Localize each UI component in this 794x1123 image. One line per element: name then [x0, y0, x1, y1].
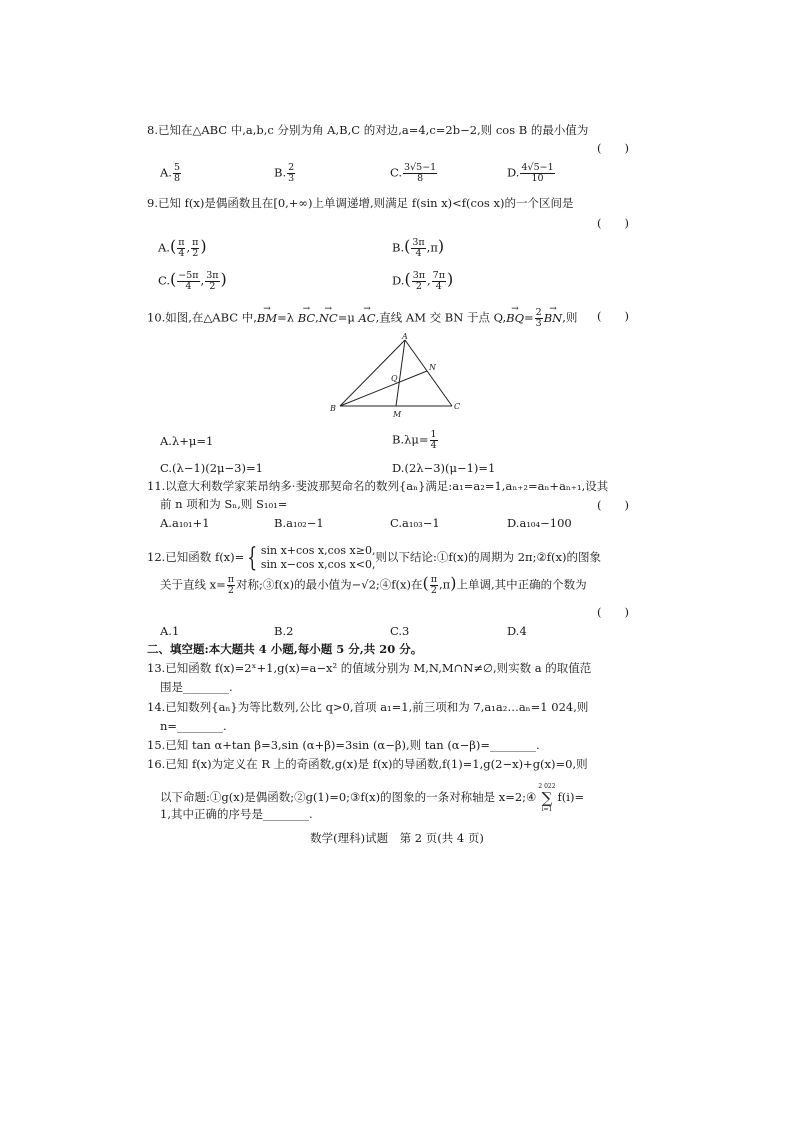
q16-line3[interactable]: 1,其中正确的序号是________.	[160, 807, 313, 821]
q9-stem: 9.已知 f(x)是偶函数且在[0,+∞)上单调递增,则满足 f(sin x)<f(cos x)的一个区间是	[147, 196, 574, 210]
page-footer: 数学(理科)试题 第 2 页(共 4 页)	[310, 831, 484, 845]
q10-option-c[interactable]: C.(λ−1)(2μ−3)=1	[160, 461, 263, 475]
segment-am	[396, 340, 405, 406]
label-n: N	[429, 363, 436, 372]
q13-line1: 13.已知函数 f(x)=2ˣ+1,g(x)=a−x² 的值域分别为 M,N,M∩N≠∅,则实数 a 的取值范	[147, 661, 592, 675]
triangle-figure	[325, 332, 485, 422]
label-q: Q	[391, 374, 398, 383]
q11-option-d[interactable]: D.a₁₀₄−100	[507, 516, 572, 530]
q10-option-d[interactable]: D.(2λ−3)(μ−1)=1	[392, 461, 496, 475]
summation-symbol: 2 022 ∑ i=1	[538, 783, 556, 813]
label-a: A	[402, 332, 408, 341]
q9-option-d[interactable]: D.( $\frac{3\pi}{2}$ , $\frac{7\pi}{4}$ )	[392, 269, 454, 292]
q12-option-b[interactable]: B.2	[274, 624, 294, 638]
q11-option-a[interactable]: A.a₁₀₁+1	[160, 516, 210, 530]
q12-line2: 关于直线 x= $\frac{\pi}{2}$ 对称;③f(x)的最小值为−√2;④f(x)在( $\frac{\pi}{2}$ ,π)上单调,其中正确的个数为	[160, 573, 587, 596]
q8-stem: 8.已知在△ABC 中,a,b,c 分别为角 A,B,C 的对边,a=4,c=2b−2,则 cos B 的最小值为	[147, 123, 589, 137]
q12-answer-paren: ( )	[597, 605, 629, 619]
label-b: B	[330, 404, 336, 413]
q8-option-a[interactable]: A. $\frac{5}{8}$	[160, 162, 181, 184]
q11-answer-paren: ( )	[597, 498, 629, 512]
q10-option-b[interactable]: B.λμ= $\frac{1}{4}$	[392, 429, 437, 451]
q11-option-c[interactable]: C.a₁₀₃−1	[390, 516, 440, 530]
q15-line[interactable]: 15.已知 tan α+tan β=3,sin (α+β)=3sin (α−β),则 tan (α−β)=________.	[147, 738, 540, 752]
q8-option-c[interactable]: C. $\frac{3√5-1}{8}$	[390, 162, 437, 184]
q10-option-a[interactable]: A.λ+μ=1	[160, 434, 214, 448]
q16-line2: 以下命题:①g(x)是偶函数;②g(1)=0;③f(x)的图象的一条对称轴是 x=2;④ 2 022 ∑ i=1 f(i)=	[160, 783, 585, 813]
q12-function-def: 12.已知函数 f(x)= { sin x+cos x,cos x≥0, sin x−cos x,cos x<0, 则以下结论:①f(x)的周期为 2π;②f(x)的图象	[147, 543, 602, 573]
q14-line1: 14.已知数列{aₙ}为等比数列,公比 q>0,首项 a₁=1,前三项和为 7,a₁a₂…aₙ=1 024,则	[147, 700, 589, 714]
q16-line1: 16.已知 f(x)为定义在 R 上的奇函数,g(x)是 f(x)的导函数,f(1)=1,g(2−x)+g(x)=0,则	[147, 757, 588, 771]
segment-bn	[340, 371, 427, 406]
q9-option-c[interactable]: C.( $\frac{-5\pi}{4}$ , $\frac{3\pi}{2}$ )	[158, 269, 227, 292]
q9-option-b[interactable]: B.( $\frac{3\pi}{4}$ ,π)	[392, 236, 445, 259]
q8-option-d[interactable]: D. $\frac{4√5-1}{10}$	[507, 162, 554, 184]
q8-option-b[interactable]: B. $\frac{2}{3}$	[274, 162, 295, 184]
q12-option-a[interactable]: A.1	[160, 624, 180, 638]
section-fill-in-heading: 二、填空题:本大题共 4 小题,每小题 5 分,共 20 分。	[147, 642, 423, 656]
q13-line2[interactable]: 围是________.	[160, 680, 233, 694]
q9-option-a[interactable]: A.( $\frac{\pi}{4}$ , $\frac{\pi}{2}$ )	[158, 236, 207, 259]
label-c: C	[454, 402, 461, 411]
q12-option-d[interactable]: D.4	[507, 624, 527, 638]
q11-option-b[interactable]: B.a₁₀₂−1	[274, 516, 324, 530]
q11-line1: 11.以意大利数学家莱昂纳多·斐波那契命名的数列{aₙ}满足:a₁=a₂=1,aₙ₊₂=aₙ+aₙ₊₁,设其	[147, 479, 609, 493]
q11-line2: 前 n 项和为 Sₙ,则 S₁₀₁=	[160, 497, 288, 511]
q12-option-c[interactable]: C.3	[390, 624, 410, 638]
side-ab	[340, 340, 405, 406]
q8-answer-paren: ( )	[597, 141, 629, 155]
q10-answer-paren: ( )	[597, 309, 629, 323]
q14-line2[interactable]: n=________.	[160, 719, 227, 733]
q9-answer-paren: ( )	[597, 216, 629, 230]
q10-stem: 10.如图,在△ABC 中,→ BM=λ → BC,→ NC=μ → AC,直线 AM 交 BN 于点 Q,→ BQ= $\frac{2}{3}$ → BN,则	[147, 308, 577, 329]
label-m: M	[393, 410, 402, 419]
side-ac	[405, 340, 452, 406]
